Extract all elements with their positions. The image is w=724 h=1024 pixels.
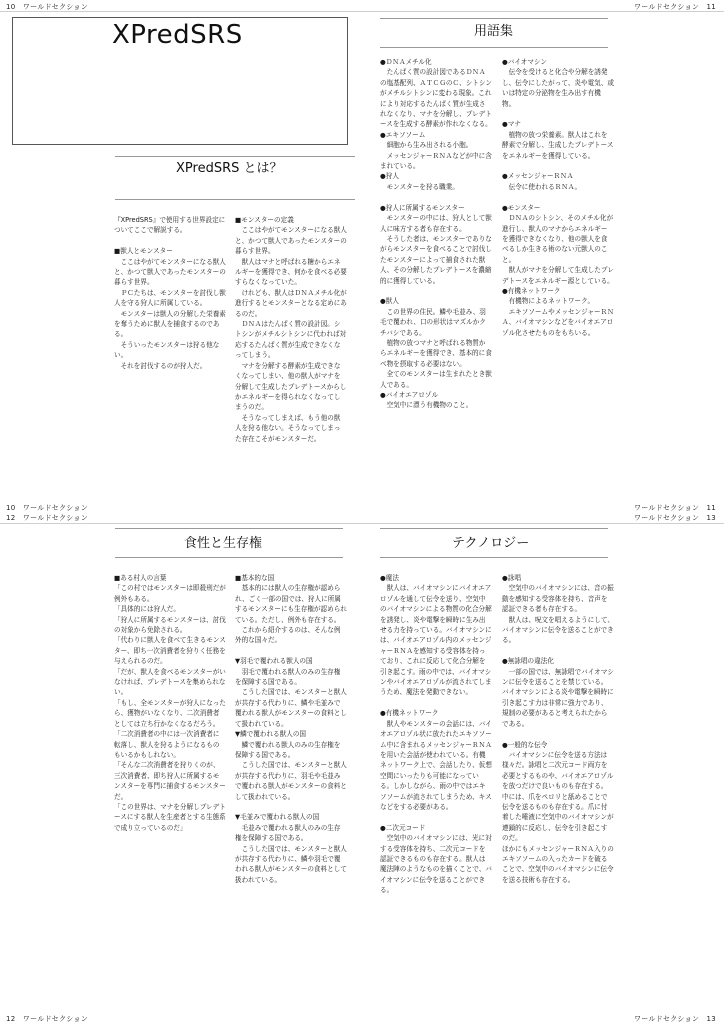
- running-header-right: ワールドセクション 11: [633, 3, 716, 11]
- section-title: テクノロジー: [452, 536, 530, 551]
- body-text: ●ＤＮＡメチル化 たんぱく質の設計図であるＤＮＡの塩基配列、ＡＴＣＧのＣ、シトシンがメチルシトシンに変わる現象。これにより対応するたんぱく質が生成されなくなり、マナを分解し、プレデトースを生成する酵素が作れなくなる。 ●エキソソーム 細胞から生み出される小胞。 メッセンジャーＲＮＡなどが中に含まれている。 ●狩人 モンスターを狩る職業。 ●狩人に所属するモンスター モンスターの中には、狩人として獣人に味方する者も存在する。 そうした者は、モンスターでありながらモンスターを食べることで討伐したモンスターによって捕食された獣人、その分解したプレデトースを濃縮的に獲得している。 ●獣人 この世界の住民。鱗や毛並み、羽毛で覆われ、口の形状はマズルかクチバシである。 植物の放つマナと呼ばれる物質からエネルギーを獲得でき、基本的に食べ物を摂取する必要はない。 全てのモンスターは生まれたとき獣人である。 ●バイオエアロゾル 空気中に漂う有機物のこと。: [380, 58, 492, 410]
- section-rule-bottom: [115, 199, 355, 200]
- running-header-left: 10 ワールドセクション: [6, 3, 89, 11]
- glossary-column-1: [380, 57, 492, 411]
- section-rule-bottom: [380, 557, 608, 558]
- body-text: 『XPredSRS』で使用する世界設定についてここで解説する。 ■獣人とモンスター ここはやがてモンスターになる獣人と、かつて獣人であったモンスターの暮らす世界。 ＰＣたちは、モンスターを討伐し獣人を守る狩人に所属している。 モンスターは獣人の分解した栄養素を奪うために獣人を捕食するのである。 そういったモンスターは狩る他ない。 それを討伐するのが狩人だ。: [114, 216, 226, 370]
- body-column-2: [235, 573, 347, 885]
- body-text: ●魔法 獣人は、バイオマシンにバイオエアロゾルを通して伝令を送り、空気中のバイオマシンによる物質の化合分解を誘発し、炎や電撃を瞬時に生み出せる力を持っている。バイオマシンには、バイオエアロゾル内のメッセンジャーＲＮＡを感知する受容体を持っており、これに反応して化合分解を引き起こす。雨の中では、バイオマシンやバイオエアロゾルが流されてしまうため、魔法を発動できない。 ●有機ネットワーク 獣人やモンスターの会話には、バイオエアロゾル状に放たれたエキソソーム中に含まれるメッセンジャーＲＮＡを用いた会話が使われている。有機ネットワーク上で、会話したり、仮想空間にいったりも可能になっている。しかしながら、雨の中ではエキソソームが流されてしまうため、キスなどをする必要がある。 ●二次元コード 空気中のバイオマシンには、光に対する受容体を持ち、二次元コードを認証できるものも存在する。獣人は魔法陣のようなものを描くことで、バイオマシンに伝令を送ることができる。: [380, 574, 492, 895]
- running-footer-right: ワールドセクション 13: [633, 1015, 716, 1023]
- body-text: ■ある村人の言葉 「この村ではモンスターは即殺刑だが例外もある。 「具体的には狩人だ。 「狩人に所属するモンスターは、討伐の対象から免除される。 「代わりに獣人を食べて生きるモンスター、即ち一次消費者を狩りく任務を与えられるのだ。 「だが、獣人を食べるモンスターがいなければ、プレデトースを集められない。 「もし、全モンスターが狩人になったら、獲物がいなくなり、二次消費者としては立ち行かなくなるだろう。 「二次消費者の中には一次消費者に転落し、獣人を狩るようになるものもいるかもしれない。 「そんな二次消費者を狩りくのが、三次消費者、即ち狩人に所属するモンスターを専門に捕食するモンスターだ。 「この世界は、マナを分解しプレデトースにする獣人を生産者とする生態系で成り立っているのだ」: [114, 574, 226, 832]
- body-column-1: [114, 215, 226, 371]
- section-title: XPredSRS とは？: [176, 161, 283, 176]
- section-rule-top: [380, 528, 608, 529]
- section-title: 食性と生存権: [184, 536, 263, 551]
- header-rule: [0, 523, 724, 524]
- section-rule-top: [380, 18, 608, 19]
- body-text: ●詠唱 空気中のバイオマシンには、音の振動を感知する受容体を持ち、音声を認証できる者も存在する。 獣人は、呪文を唱えるようにして、バイオマシンに伝令を送ることができる。 ●無詠唱の違法化 一部の国では、無詠唱でバイオマシンに伝令を送ることを禁じている。バイオマシンによる炎や電撃を瞬時に引き起こす力は非常に強力であり、規制の必要があると考えられたからである。 ●一般的な伝令 バイオマシンに伝令を送る方法は様々だ。詠唱と二次元コード両方を必要とするものや、バイオエアロゾルを放つだけで良いものも存在する。中には、爪をペロリと舐めることで伝令を送るものも存在する。爪に付着した唾液に空気中のバイオマシンが連鎖的に反応し、伝令を引き起こすのだ。 ほかにもメッセンジャーＲＮＡ入りのエキソソームの入ったカードを破ることで、空気中のバイオマシンに伝令を送る技術も存在する。: [502, 574, 614, 884]
- section-rule-bottom: [380, 47, 608, 48]
- body-column-1: [380, 573, 492, 896]
- running-header-left: 12 ワールドセクション: [6, 514, 89, 522]
- body-text: ●バイオマシン 伝令を受けると化合や分解を誘発し、伝令にしたがって、炎や電気、或いは特定の分泌物を生み出す有機物。 ●マナ 植物の放つ栄養素。獣人はこれを酵素で分解し、生成したプレデトースをエネルギーを獲得している。 ●メッセンジャーＲＮＡ 伝令に使われるＲＮＡ。 ●モンスター ＤＮＡのシトシン、そのメチル化が進行し、獣人のマナからエネルギーを獲得できなくなり、他の獣人を食べるしか生きる術のない元獣人のこと。 獣人がマナを分解して生成したプレデトースをエネルギー源としている。 ●有機ネットワーク 有機物によるネットワーク。 エキソソームやメッセンジャーＲＮＡ、バイオマシンなどをバイオエアロゾル化させたものをもちいる。: [502, 58, 614, 337]
- section-rule-bottom: [115, 557, 343, 558]
- body-column-2: [235, 215, 347, 444]
- logo-title: XPredSRS: [112, 20, 243, 50]
- running-footer-left: 12 ワールドセクション: [6, 1015, 89, 1023]
- running-header-right: ワールドセクション 13: [633, 514, 716, 522]
- running-header-left: 10 ワールドセクション: [6, 504, 89, 512]
- glossary-column-2: [502, 57, 614, 338]
- header-rule: [0, 11, 724, 12]
- running-header-right: ワールドセクション 11: [633, 504, 716, 512]
- body-text: ■モンスターの定義 ここはやがてモンスターになる獣人と、かつて獣人であったモンスターの暮らす世界。 獣人はマナと呼ばれる糖からエネルギーを獲得でき、何かを食べる必要すらなくなっていた。 けれども、獣人はＤＮＡメチル化が進行するとモンスターとなる定めにあるのだ。 ＤＮＡはたんぱく質の設計図。シトシンがメチルシトシンに代われば対応するたんぱく質が生成できなくなってしまう。 マナを分解する酵素が生成できなくなってしまい、他の獣人がマナを分解して生成したプレデトースからしかエネルギーを得られなくなってしまうのだ。 そうなってしまえば、もう他の獣人を狩る他ない。そうなってしまった存在こそがモンスターだ。: [235, 216, 347, 443]
- body-column-2: [502, 573, 614, 885]
- body-column-1: [114, 573, 226, 833]
- section-rule-top: [115, 528, 343, 529]
- section-title: 用語集: [474, 24, 514, 39]
- body-text: ■基本的な国 基本的には獣人の生存権が認められ、ごく一部の国では、狩人に所属するモンスターにも生存権が認められている。ただし、例外も存在する。 これから紹介するのは、そんな例外的な国々だ。 ▼羽毛で覆われる獣人の国 羽毛で覆われる獣人のみの生存権を保障する国である。 こうした国では、モンスターと獣人が共存する代わりに、鱗や毛並みで覆われる獣人がモンスターの食料として扱われている。 ▼鱗で覆われる獣人の国 鱗で覆われる獣人のみの生存権を保障する国である。 こうした国では、モンスターと獣人が共存する代わりに、羽毛や毛並みで覆われる獣人がモンスターの食料として扱われている。 ▼毛並みで覆われる獣人の国 毛並みで覆われる獣人のみの生存権を保障する国である。 こうした国では、モンスターと獣人が共存する代わりに、鱗や羽毛で覆われる獣人がモンスターの食料として扱われている。: [235, 574, 347, 884]
